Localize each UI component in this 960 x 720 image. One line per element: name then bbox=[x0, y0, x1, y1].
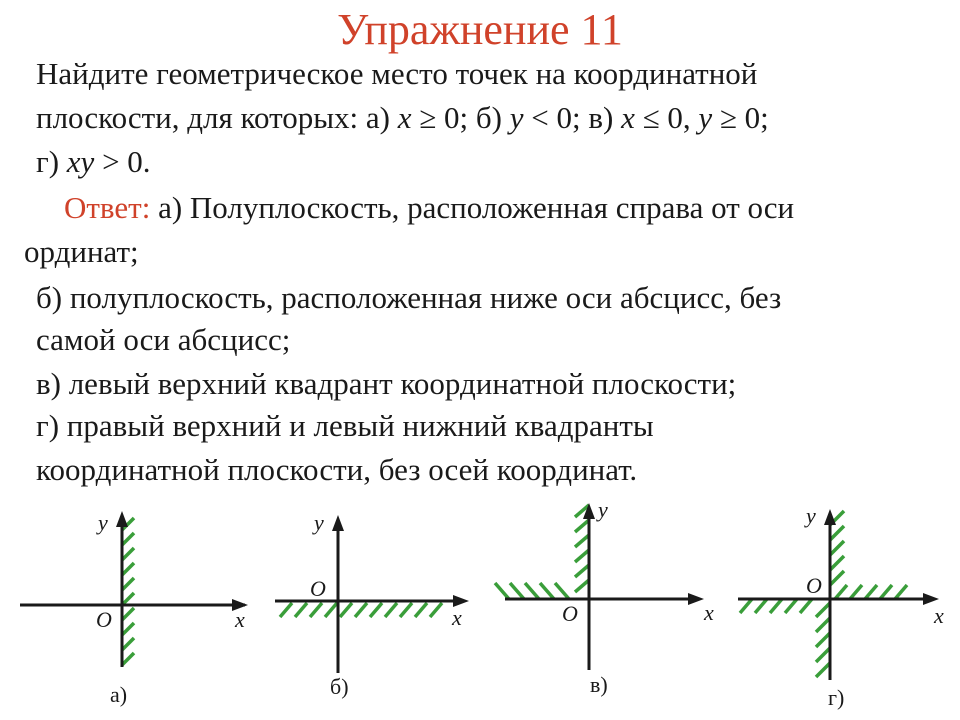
diagram-c bbox=[495, 497, 714, 697]
y-arrow-icon bbox=[332, 515, 344, 531]
task-text: ≥ 0; б) bbox=[411, 100, 510, 135]
y-label: y bbox=[598, 497, 608, 522]
y-arrow-icon bbox=[824, 509, 836, 525]
hatch-d bbox=[740, 511, 907, 677]
answer-line-a2 bbox=[24, 232, 139, 272]
answer-line-d1 bbox=[36, 406, 654, 446]
y-label: y bbox=[98, 510, 108, 535]
slide-title: Упражнение 11 bbox=[337, 5, 623, 54]
diagram-d bbox=[738, 503, 944, 710]
answer-text: б) полуплоскость, расположенная ниже оси абсцисс, без bbox=[36, 280, 782, 315]
task-line-2 bbox=[36, 98, 769, 138]
task-text: Найдите геометрическое место точек на координатной bbox=[36, 56, 758, 91]
hatch-c bbox=[495, 505, 589, 599]
caption-b: б) bbox=[330, 674, 349, 699]
origin-label: O bbox=[806, 573, 822, 598]
task-text: ≥ 0; bbox=[712, 100, 769, 135]
origin-label: O bbox=[96, 607, 112, 632]
task-text: г) bbox=[36, 144, 67, 179]
var-xy: xy bbox=[66, 144, 95, 179]
caption-c: в) bbox=[590, 672, 608, 697]
task-text: > 0. bbox=[94, 144, 151, 179]
var-y: y bbox=[698, 100, 713, 135]
x-label: x bbox=[704, 600, 714, 625]
diagram-a bbox=[20, 510, 248, 707]
y-arrow-icon bbox=[583, 503, 595, 519]
answer-text: самой оси абсцисс; bbox=[36, 322, 291, 357]
hatch-a bbox=[122, 518, 134, 665]
answer-line-b1 bbox=[36, 278, 781, 318]
answer-label: Ответ: bbox=[64, 190, 151, 225]
var-x: x bbox=[397, 100, 412, 135]
hatch-b bbox=[280, 603, 442, 617]
task-line-1 bbox=[36, 54, 757, 94]
answer-line-a1 bbox=[64, 188, 794, 228]
answer-text: ординат; bbox=[24, 234, 139, 269]
answer-line-d2 bbox=[36, 450, 637, 490]
x-arrow-icon bbox=[688, 593, 704, 605]
var-x: x bbox=[621, 100, 635, 135]
answer-text: г) правый верхний и левый нижний квадранты bbox=[36, 408, 654, 443]
coordinate-diagrams bbox=[0, 495, 960, 720]
answer-line-c bbox=[36, 364, 736, 404]
task-text: плоскости, для которых: а) bbox=[36, 100, 398, 135]
caption-d: г) bbox=[828, 685, 845, 710]
y-arrow-icon bbox=[116, 511, 128, 527]
caption-a: а) bbox=[110, 682, 128, 707]
x-label: x bbox=[452, 605, 462, 630]
task-text: < 0; в) bbox=[523, 100, 622, 135]
answer-text: а) Полуплоскость, расположенная справа от оси bbox=[150, 190, 795, 225]
task-line-3 bbox=[36, 142, 151, 182]
var-y: y bbox=[509, 100, 524, 135]
diagram-b bbox=[275, 510, 469, 699]
x-label: x bbox=[934, 603, 944, 628]
diagrams-row bbox=[0, 495, 960, 720]
origin-label: O bbox=[310, 576, 326, 601]
y-label: y bbox=[314, 510, 324, 535]
answer-text: в) левый верхний квадрант координатной плоскости; bbox=[36, 366, 737, 401]
y-label: y bbox=[806, 503, 816, 528]
x-label: x bbox=[235, 607, 245, 632]
answer-text: координатной плоскости, без осей координат. bbox=[36, 452, 638, 487]
answer-line-b2 bbox=[36, 320, 290, 360]
task-text: ≤ 0, bbox=[634, 100, 699, 135]
origin-label: O bbox=[562, 601, 578, 626]
